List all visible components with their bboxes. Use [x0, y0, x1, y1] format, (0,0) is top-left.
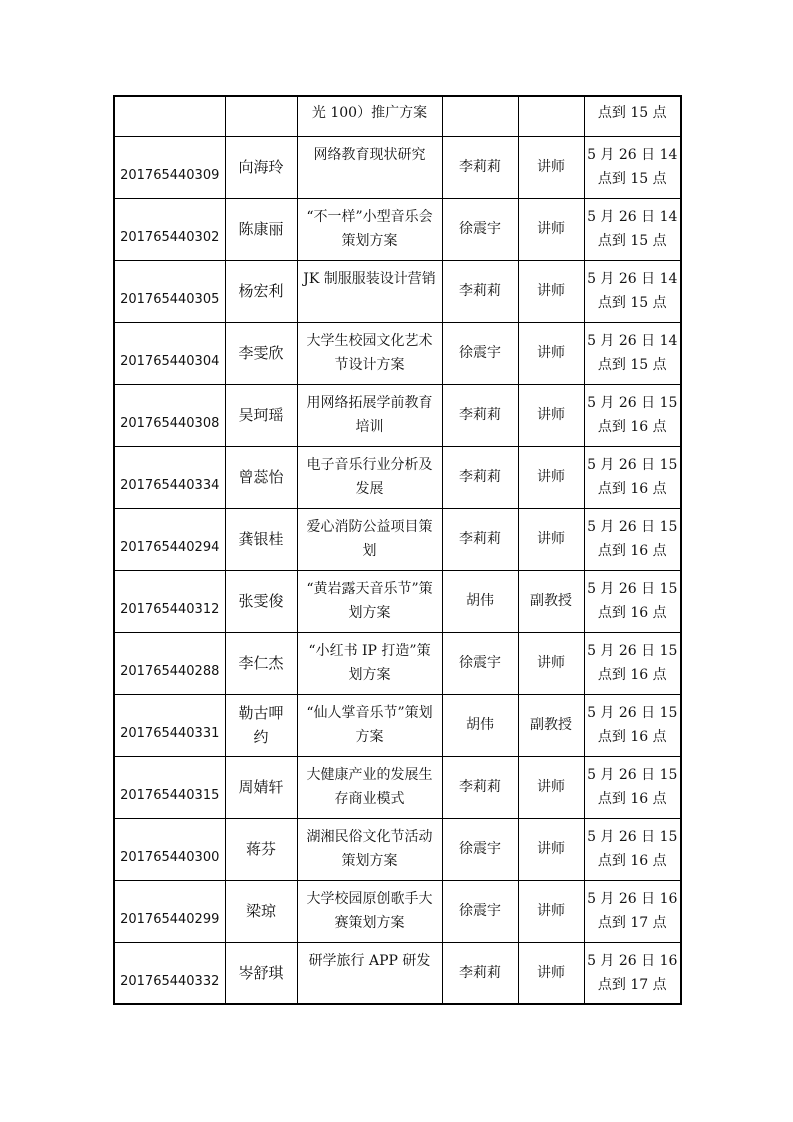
tutor-title-cell: 讲师 — [518, 880, 584, 942]
tutor-cell: 胡伟 — [442, 570, 518, 632]
student-name-line: 杨宏利 — [238, 282, 284, 300]
table-row — [114, 818, 681, 880]
defense-time-line: 点到 15 点 — [597, 170, 667, 187]
defense-time-cell — [584, 260, 681, 322]
topic-line: “小红书 IP 打造”策 — [308, 642, 431, 659]
topic-cell — [297, 694, 442, 756]
student-name-cell — [225, 136, 297, 198]
student-name-line: 李雯欣 — [238, 344, 284, 362]
defense-time-line: 点到 16 点 — [597, 480, 667, 497]
tutor-cell: 李莉莉 — [442, 384, 518, 446]
topic-line: 用网络拓展学前教育 — [306, 394, 433, 411]
student-name-line: 周婧轩 — [238, 778, 284, 796]
student-name-line: 勒古呷 — [238, 704, 284, 722]
defense-time-line: 点到 17 点 — [597, 976, 667, 993]
defense-time-cell — [584, 818, 681, 880]
topic-line: “黄岩露天音乐节”策 — [306, 580, 433, 597]
student-id-cell: 201765440334 — [114, 446, 225, 508]
student-name-cell — [225, 880, 297, 942]
defense-time-line: 点到 16 点 — [597, 604, 667, 621]
table-row — [114, 322, 681, 384]
defense-time-cell — [584, 322, 681, 384]
topic-line: 电子音乐行业分析及 — [306, 456, 433, 473]
defense-time-line: 5 月 26 日 15 — [587, 828, 678, 845]
student-name-cell — [225, 694, 297, 756]
table-row — [114, 446, 681, 508]
student-id-cell: 201765440302 — [114, 198, 225, 260]
tutor-cell: 徐震宇 — [442, 322, 518, 384]
topic-line: “仙人掌音乐节”策划 — [306, 704, 433, 721]
table-row — [114, 136, 681, 198]
table-row — [114, 694, 681, 756]
topic-cell — [297, 136, 442, 198]
student-name-line: 吴珂瑶 — [238, 406, 284, 424]
student-name-line: 龚银桂 — [238, 530, 284, 548]
student-id-cell: 201765440305 — [114, 260, 225, 322]
student-name-cell — [225, 384, 297, 446]
topic-cell — [297, 632, 442, 694]
tutor-cell: 徐震宇 — [442, 880, 518, 942]
tutor-cell: 李莉莉 — [442, 756, 518, 818]
topic-line: 湖湘民俗文化节活动 — [306, 828, 433, 845]
topic-cell — [297, 880, 442, 942]
tutor-title-cell: 讲师 — [518, 632, 584, 694]
defense-time-cell — [584, 384, 681, 446]
student-name-line: 岑舒琪 — [238, 963, 284, 982]
defense-time-line: 5 月 26 日 14 — [587, 332, 678, 349]
student-name-cell — [225, 322, 297, 384]
student-id-cell: 201765440315 — [114, 756, 225, 818]
defense-time-line: 5 月 26 日 14 — [587, 146, 678, 163]
table-row — [114, 942, 681, 1004]
defense-time-line: 点到 16 点 — [597, 852, 667, 869]
defense-time-line: 点到 16 点 — [597, 418, 667, 435]
tutor-title-cell — [518, 96, 584, 136]
tutor-title-cell: 讲师 — [518, 756, 584, 818]
tutor-title-cell: 讲师 — [518, 818, 584, 880]
topic-line: 节设计方案 — [334, 356, 405, 373]
tutor-cell: 李莉莉 — [442, 446, 518, 508]
topic-cell — [297, 384, 442, 446]
student-name-cell — [225, 818, 297, 880]
topic-cell — [297, 942, 442, 1004]
student-name-line: 蒋芬 — [245, 840, 276, 858]
defense-time-line: 点到 16 点 — [597, 542, 667, 559]
defense-time-line: 5 月 26 日 16 — [587, 890, 678, 907]
tutor-title-cell: 讲师 — [518, 446, 584, 508]
topic-line: JK 制服服装设计营销 — [303, 270, 436, 287]
topic-cell — [297, 446, 442, 508]
student-name-cell — [225, 508, 297, 570]
table-row — [114, 260, 681, 322]
topic-line: 大健康产业的发展生 — [306, 766, 433, 783]
student-name-line: 约 — [253, 728, 269, 746]
defense-schedule-table — [113, 95, 682, 1005]
defense-time-line: 5 月 26 日 15 — [587, 394, 678, 411]
tutor-title-cell: 讲师 — [518, 384, 584, 446]
student-name-cell — [225, 446, 297, 508]
topic-line: 方案 — [355, 728, 384, 745]
defense-time-cell — [584, 198, 681, 260]
student-name-cell — [225, 198, 297, 260]
student-name-cell — [225, 632, 297, 694]
table-row — [114, 632, 681, 694]
topic-cell — [297, 570, 442, 632]
defense-time-cell — [584, 136, 681, 198]
topic-cell — [297, 198, 442, 260]
topic-line: 策划方案 — [341, 232, 398, 249]
table-row — [114, 198, 681, 260]
defense-time-line: 点到 16 点 — [597, 666, 667, 683]
table-row — [114, 756, 681, 818]
topic-cell — [297, 260, 442, 322]
student-id-cell: 201765440300 — [114, 818, 225, 880]
tutor-cell: 李莉莉 — [442, 136, 518, 198]
topic-line: 培训 — [355, 418, 384, 435]
defense-time-line: 5 月 26 日 15 — [587, 580, 678, 597]
topic-cell — [297, 508, 442, 570]
defense-time-cell — [584, 880, 681, 942]
student-id-cell: 201765440309 — [114, 136, 225, 198]
student-id-cell: 201765440299 — [114, 880, 225, 942]
topic-line: 策划方案 — [341, 852, 398, 869]
schedule-body — [114, 96, 681, 1004]
tutor-title-cell: 讲师 — [518, 260, 584, 322]
student-id-cell: 201765440308 — [114, 384, 225, 446]
defense-time-line: 5 月 26 日 15 — [587, 518, 678, 535]
topic-line: 赛策划方案 — [334, 914, 405, 931]
defense-time-cell — [584, 570, 681, 632]
tutor-title-cell: 讲师 — [518, 198, 584, 260]
student-id-cell: 201765440331 — [114, 694, 225, 756]
defense-time-line: 点到 16 点 — [597, 728, 667, 745]
topic-line: 划方案 — [348, 604, 391, 621]
defense-time-line: 5 月 26 日 15 — [587, 766, 678, 783]
defense-time-cell — [584, 694, 681, 756]
topic-line: 网络教育现状研究 — [313, 146, 426, 163]
topic-line: “不一样”小型音乐会 — [306, 208, 433, 225]
topic-line: 大学校园原创歌手大 — [306, 890, 433, 907]
topic-line: 划方案 — [348, 666, 391, 683]
student-id-cell: 201765440332 — [114, 942, 225, 1004]
defense-time-cell — [584, 446, 681, 508]
student-name-line: 张雯俊 — [238, 592, 284, 610]
defense-time-line: 点到 16 点 — [597, 790, 667, 807]
defense-time-cell — [584, 508, 681, 570]
tutor-cell: 李莉莉 — [442, 508, 518, 570]
student-name-line: 李仁杰 — [238, 654, 284, 672]
defense-time-line: 点到 15 点 — [597, 294, 667, 311]
table-row-continued — [114, 96, 681, 136]
tutor-title-cell: 讲师 — [518, 942, 584, 1004]
defense-time-line: 5 月 26 日 16 — [587, 952, 678, 969]
table-row — [114, 384, 681, 446]
defense-time-cell — [584, 756, 681, 818]
tutor-cell: 李莉莉 — [442, 260, 518, 322]
tutor-cell: 胡伟 — [442, 694, 518, 756]
topic-line: 存商业模式 — [334, 790, 405, 807]
tutor-cell — [442, 96, 518, 136]
student-id-cell: 201765440304 — [114, 322, 225, 384]
tutor-cell: 徐震宇 — [442, 818, 518, 880]
student-name-line: 陈康丽 — [238, 220, 284, 238]
student-id-cell: 201765440294 — [114, 508, 225, 570]
student-id-cell: 201765440312 — [114, 570, 225, 632]
tutor-title-cell: 讲师 — [518, 136, 584, 198]
defense-time-cell — [584, 632, 681, 694]
student-name-cell — [225, 570, 297, 632]
student-name-line: 曾蕊怡 — [238, 468, 284, 486]
topic-line: 爱心消防公益项目策 — [306, 518, 433, 535]
defense-time-cell — [584, 942, 681, 1004]
student-id-cell — [114, 96, 225, 136]
table-row — [114, 880, 681, 942]
tutor-title-cell: 讲师 — [518, 508, 584, 570]
student-name-cell — [225, 756, 297, 818]
defense-time-line: 5 月 26 日 14 — [587, 270, 678, 287]
topic-line: 大学生校园文化艺术 — [306, 332, 433, 349]
table-row — [114, 508, 681, 570]
tutor-title-cell: 讲师 — [518, 322, 584, 384]
student-name-line: 梁琼 — [245, 902, 276, 920]
topic-cell — [297, 322, 442, 384]
student-name-line: 向海玲 — [238, 158, 284, 176]
tutor-cell: 徐震宇 — [442, 632, 518, 694]
defense-time-line: 点到 17 点 — [597, 914, 667, 931]
topic-cell — [297, 818, 442, 880]
defense-time-line: 点到 15 点 — [597, 356, 667, 373]
topic-line: 发展 — [355, 480, 384, 497]
table-row — [114, 570, 681, 632]
student-id-cell: 201765440288 — [114, 632, 225, 694]
defense-time-line: 5 月 26 日 15 — [587, 456, 678, 473]
student-name-cell — [225, 942, 297, 1004]
student-name-cell — [225, 96, 297, 136]
tutor-cell: 徐震宇 — [442, 198, 518, 260]
topic-line: 划 — [362, 542, 377, 559]
defense-time-line: 5 月 26 日 15 — [587, 704, 678, 721]
tutor-title-cell: 副教授 — [518, 694, 584, 756]
tutor-title-cell: 副教授 — [518, 570, 584, 632]
student-name-cell — [225, 260, 297, 322]
defense-time-cell: 点到 15 点 — [584, 96, 681, 136]
topic-cell: 光 100）推广方案 — [297, 96, 442, 136]
defense-time-line: 点到 15 点 — [597, 232, 667, 249]
defense-time-line: 5 月 26 日 15 — [587, 642, 678, 659]
topic-cell — [297, 756, 442, 818]
tutor-cell: 李莉莉 — [442, 942, 518, 1004]
topic-line: 研学旅行 APP 研发 — [308, 952, 431, 969]
defense-time-line: 5 月 26 日 14 — [587, 208, 678, 225]
